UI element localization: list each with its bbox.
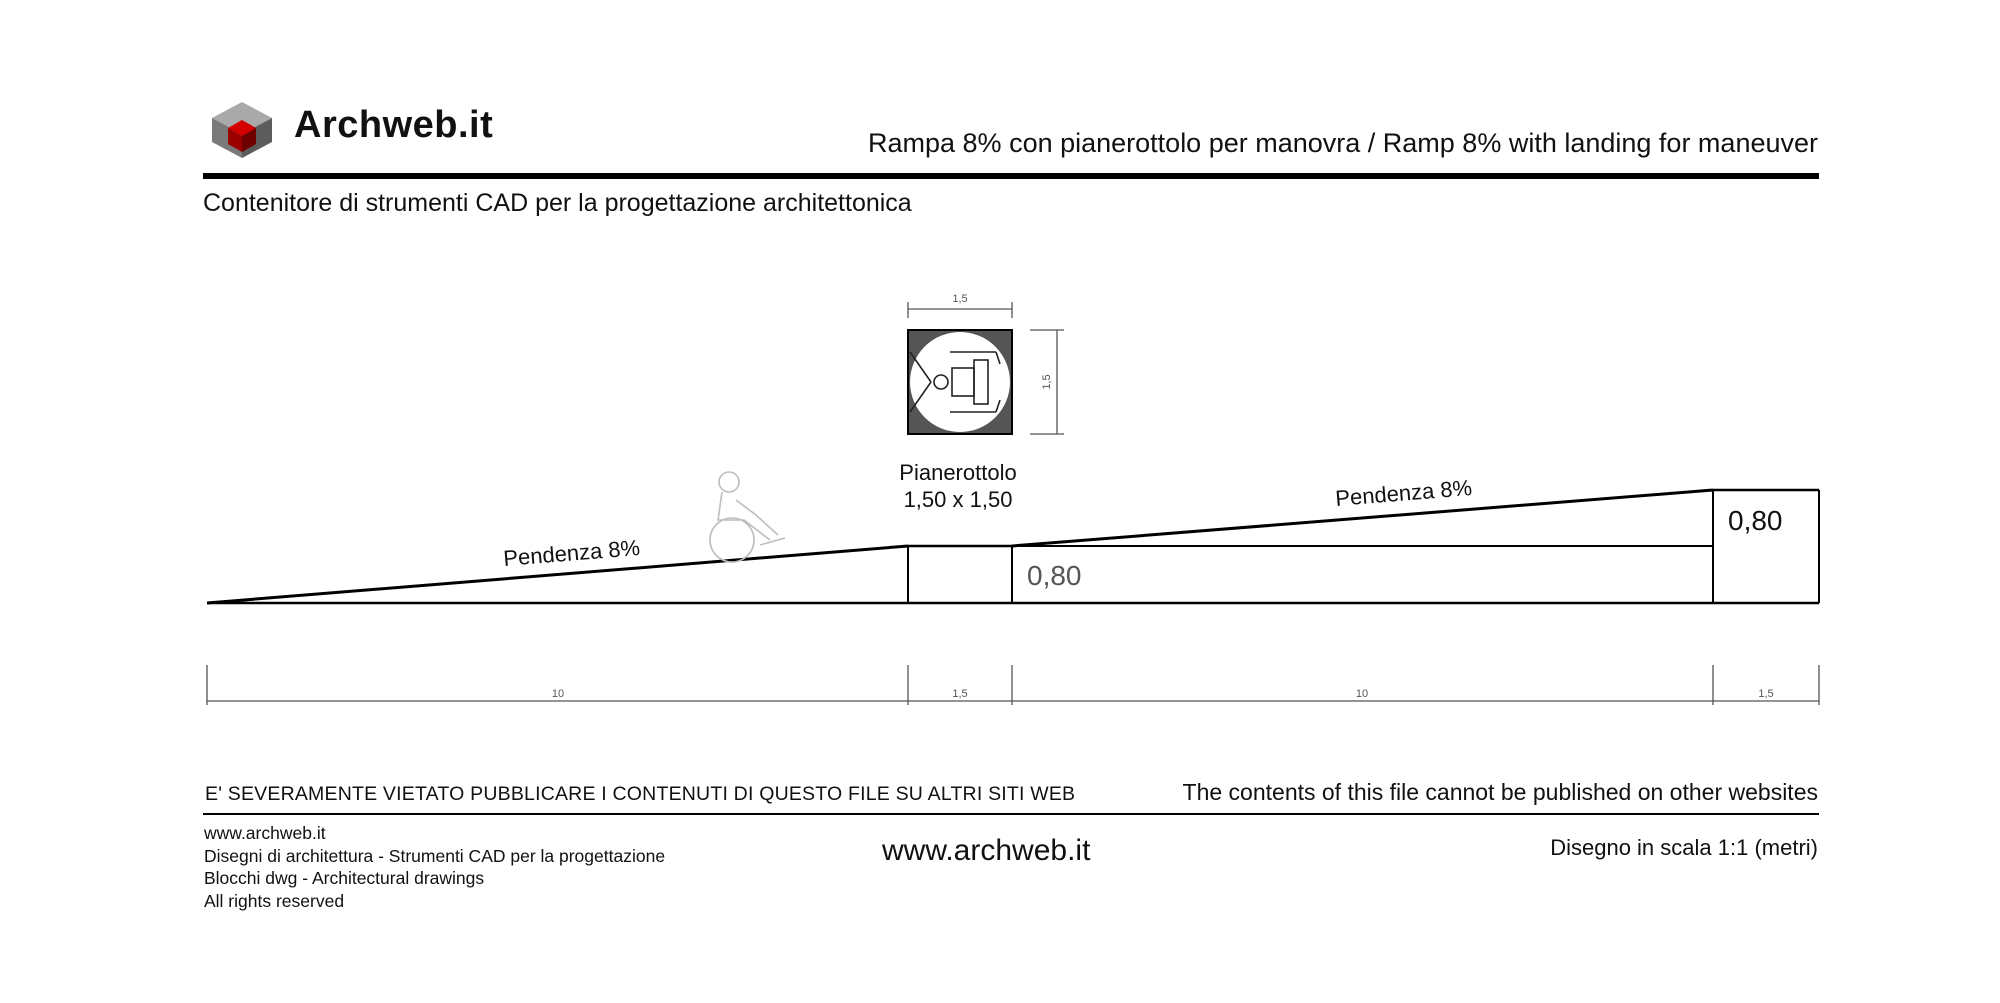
slope-label-right: Pendenza 8% [1334,474,1473,511]
subtitle: Contenitore di strumenti CAD per la progettazione architettonica [203,189,912,217]
ramp-section [207,490,1819,603]
footer-line-3: Blocchi dwg - Architectural drawings [204,868,485,888]
dimension-chain [207,665,1819,705]
landing-label-line1: Pianerottolo [899,460,1017,485]
landing-plan-icon [908,330,1012,434]
footer-line-2: Disegni di architettura - Strumenti CAD per la progettazione [204,846,666,866]
landing-dim-width: 1,5 [952,293,968,305]
warning-english: The contents of this file cannot be published on other websites [1182,779,1818,805]
scale-note: Disegno in scala 1:1 (metri) [1550,835,1818,860]
dim-label-2: 1,5 [952,688,968,700]
dim-label-3: 10 [1355,688,1369,700]
wheelchair-user-icon [710,472,785,562]
footer-line-4: All rights reserved [204,891,345,911]
warning-italian: E' SEVERAMENTE VIETATO PUBBLICARE I CONTENUTI DI QUESTO FILE SU ALTRI SITI WEB [205,783,1076,805]
drawing-title: Rampa 8% con pianerottolo per manovra / Ramp 8% with landing for maneuver [868,128,1818,158]
dim-label-1: 10 [551,688,565,700]
footer-line-1: www.archweb.it [204,823,326,843]
footer-site-url: www.archweb.it [882,834,1091,867]
brand-name: Archweb.it [294,104,494,146]
height-label-mid: 0,80 [1027,560,1082,591]
footer-rule [203,813,1819,815]
slope-label-left: Pendenza 8% [502,534,641,571]
height-label-end: 0,80 [1728,505,1783,536]
dim-label-4: 1,5 [1758,688,1774,700]
landing-label-line2: 1,50 x 1,50 [903,487,1013,512]
landing-dim-height: 1,5 [1041,374,1053,390]
